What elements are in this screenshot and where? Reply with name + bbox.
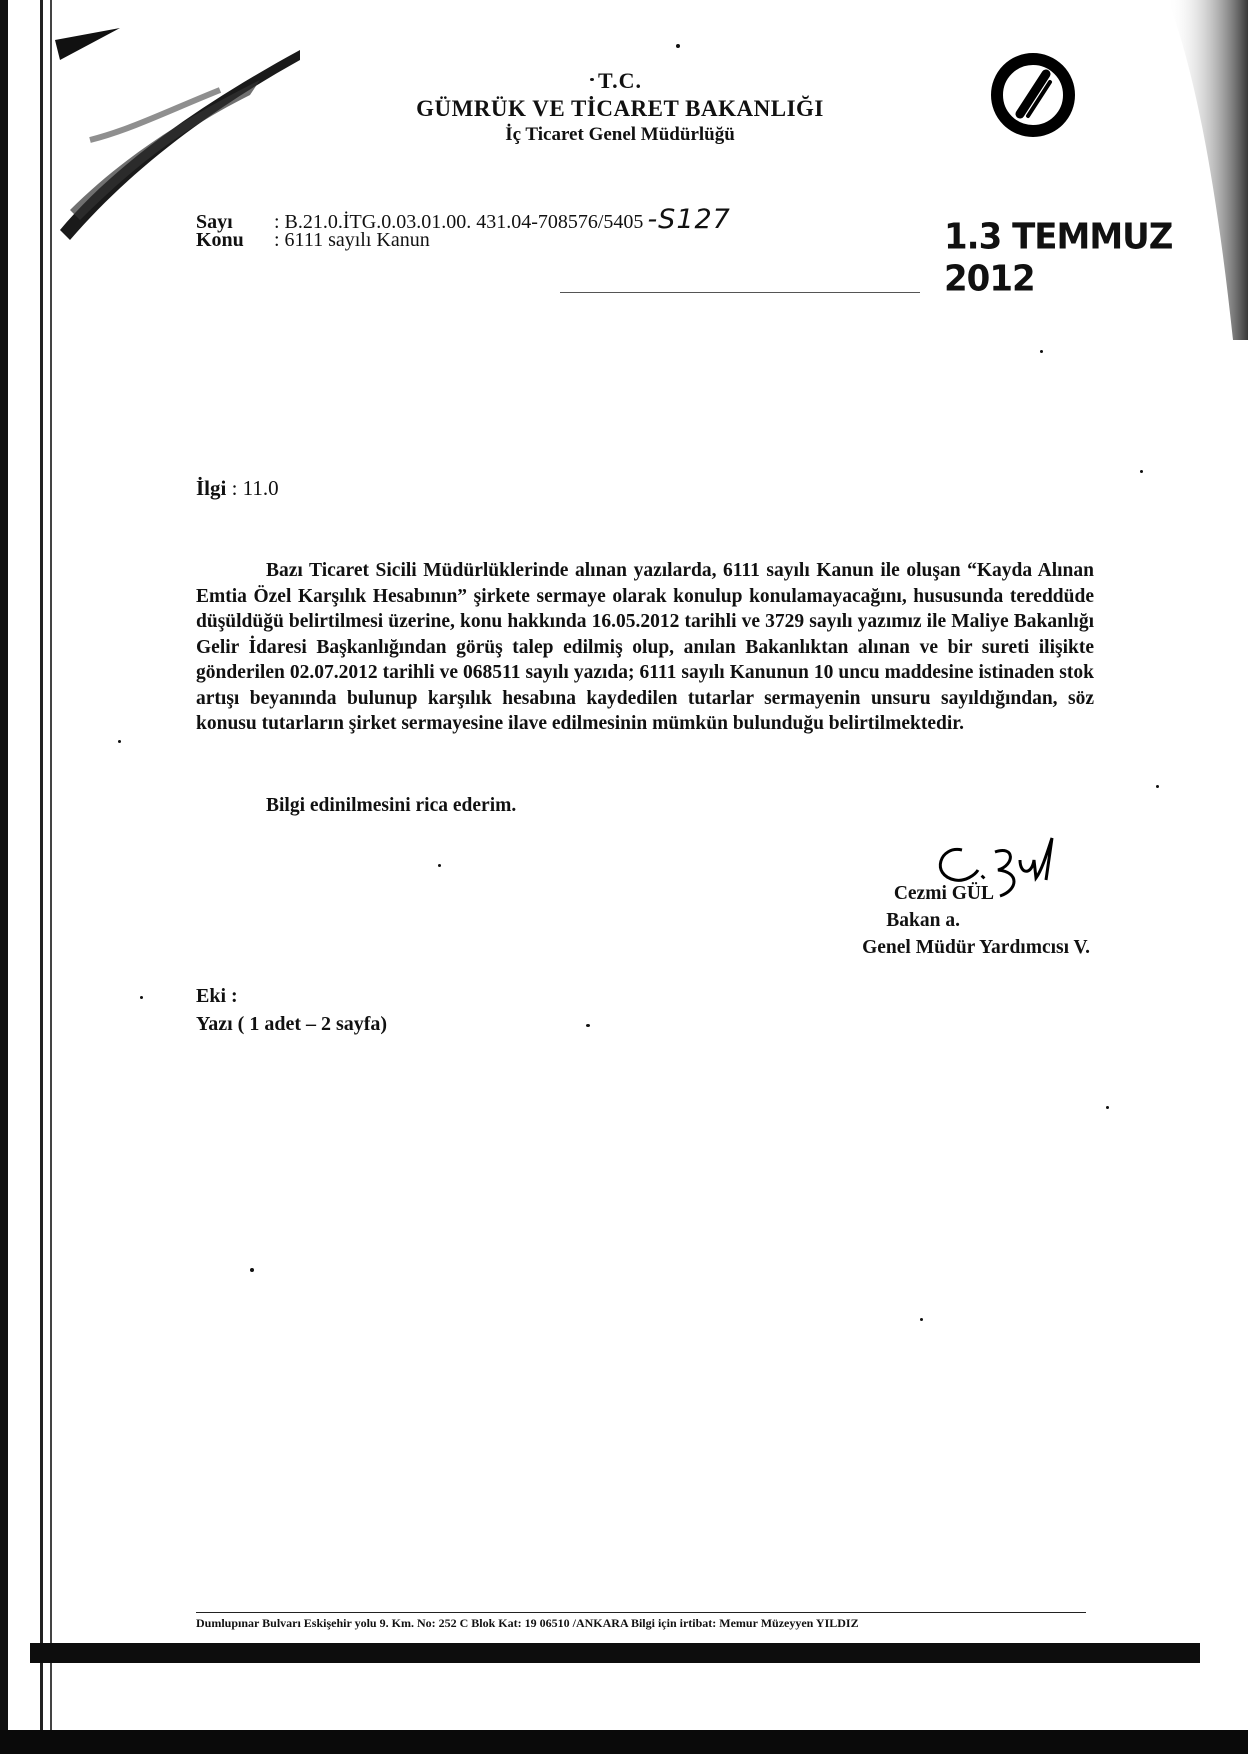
signatory-block [760, 880, 1090, 961]
scan-speck [140, 996, 143, 999]
attachments-label: Eki : [196, 985, 238, 1007]
scan-speck [1040, 350, 1043, 353]
scan-bottom-edge [0, 1730, 1248, 1754]
scan-left-line-2 [50, 0, 52, 1754]
scan-speck [250, 1268, 254, 1272]
scan-speck [920, 1318, 923, 1321]
letter-closing: Bilgi edinilmesini rica ederim. [266, 795, 517, 816]
signatory-title: Genel Müdür Yardımcısı V. [862, 937, 1090, 958]
scan-footer-band [30, 1643, 1200, 1663]
scan-speck [676, 44, 680, 48]
letterhead-ministry: GÜMRÜK VE TİCARET BAKANLIĞI [416, 96, 824, 121]
subject-label: Konu [196, 229, 244, 251]
letter-body-paragraph: Bazı Ticaret Sicili Müdürlüklerinde alınan yazılarda, 6111 sayılı Kanun ile oluşan “Kayda Alınan Emtia Özel Karşılık Hesabının” şirkete sermaye olarak konulup konulamayacağını, hususunda tereddüde düşüldüğü belirtilmesi üzerine, konu hakkında 16.05.2012 tarihli ve 3729 sayılı yazımız ile Maliye Bakanlığı Gelir İdaresi Başkanlığından görüş talep edilmiş olup, anılan Bakanlıktan alınan ve bir sureti ilişikte gönderilen 02.07.2012 tarihli ve 068511 sayılı yazıda; 6111 sayılı Kanunun 10 uncu maddesine istinaden stok artışı beyanında bulunup karşılık hesabına kaydedilen tutarlar sermayenin unsuru sayıldığından, söz konusu tutarların şirket sermayesine ilave edilmesinin mümkün bulunduğu belirtilmektedir. [196, 560, 1094, 734]
scan-speck [586, 1024, 590, 1027]
signatory-role: Bakan a. [886, 910, 960, 931]
letterhead-directorate: İç Ticaret Genel Müdürlüğü [505, 124, 735, 145]
scan-left-edge [0, 0, 8, 1754]
letter-body [196, 558, 1094, 737]
scan-speck [438, 864, 441, 867]
reference-number-value: : B.21.0.İTG.0.03.01.00. 431.04-708576/5405 [274, 211, 644, 233]
scan-speck [118, 740, 121, 743]
subject-value: : 6111 sayılı Kanun [274, 229, 430, 251]
scan-speck [1106, 1106, 1109, 1109]
scan-speck [1140, 470, 1143, 473]
scan-left-line [40, 0, 43, 1754]
letterhead [380, 68, 860, 146]
related-reference-label: İlgi [196, 476, 227, 500]
subject-row [196, 229, 430, 252]
attachments-block [196, 982, 387, 1038]
related-reference-row [196, 476, 279, 501]
related-reference-value: : 11.0 [231, 476, 279, 500]
ministry-logo-icon [990, 52, 1076, 138]
divider [560, 292, 920, 293]
footer-address: Dumlupınar Bulvarı Eskişehir yolu 9. Km. No: 252 C Blok Kat: 19 06510 /ANKARA Bilgi için irtibat: Memur Müzeyyen YILDIZ [196, 1616, 859, 1630]
attachments-item: Yazı ( 1 adet – 2 sayfa) [196, 1013, 388, 1035]
reference-number-label: Sayı [196, 211, 233, 233]
footer-divider [196, 1612, 1086, 1613]
reference-number-handwritten: -S127 [647, 204, 731, 235]
scan-speck [1156, 785, 1159, 788]
date-stamp: 1.3 TEMMUZ 2012 [944, 216, 1173, 300]
signatory-name: Cezmi GÜL [893, 883, 994, 904]
letterhead-country: T.C. [598, 68, 642, 93]
